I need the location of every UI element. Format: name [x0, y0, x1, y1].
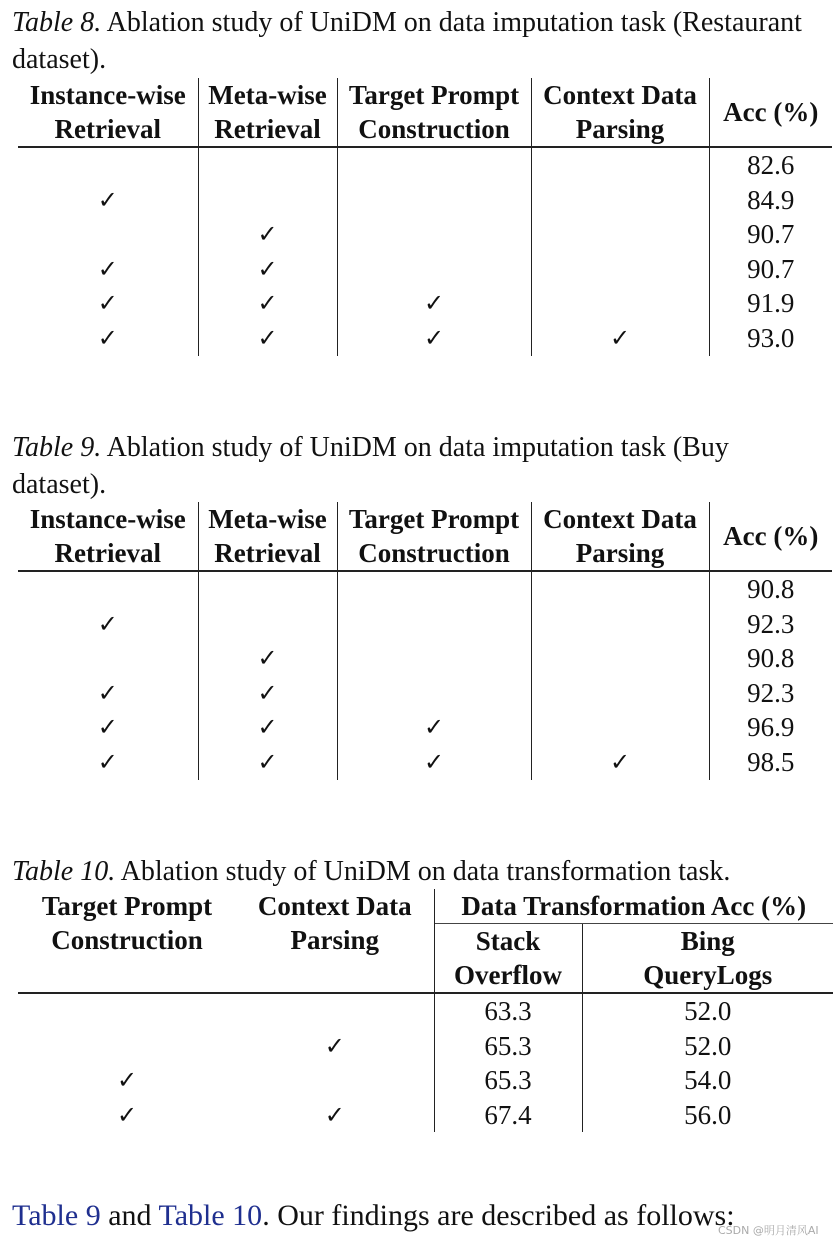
table-10-header-bing-querylogs: Bing QueryLogs	[582, 924, 833, 994]
table-8-header-meta-wise: Meta-wise Retrieval	[198, 78, 337, 147]
table-row: ✓ ✓ ✓ 91.9	[18, 286, 832, 321]
table-9-header-instance-wise: Instance-wise Retrieval	[18, 502, 198, 571]
body-text-and: and	[100, 1199, 159, 1232]
table-row: 63.3 52.0	[18, 993, 833, 1029]
table-10-header-stack-overflow: Stack Overflow	[434, 924, 582, 994]
table-10	[18, 889, 833, 1132]
body-text-rest: . Our findings are described as follows:	[262, 1199, 735, 1232]
table-9	[18, 502, 832, 780]
table-8-header-context-data: Context Data Parsing	[531, 78, 709, 147]
table-10-header-target-prompt: Target Prompt Construction	[18, 889, 236, 993]
body-text	[12, 1196, 735, 1236]
table-9-caption	[12, 429, 824, 503]
table-9-header-meta-wise: Meta-wise Retrieval	[198, 502, 337, 571]
table-row: 82.6	[18, 147, 832, 183]
table-row: ✓ ✓ 67.4 56.0	[18, 1098, 833, 1133]
table-row: ✓ ✓ 92.3	[18, 676, 832, 711]
table-row: ✓ 90.8	[18, 641, 832, 676]
table-9-caption-text: Ablation study of UniDM on data imputation task (Buy dataset).	[12, 432, 729, 500]
table-8-header-target-prompt: Target Prompt Construction	[337, 78, 531, 147]
table-9-header-context-data: Context Data Parsing	[531, 502, 709, 571]
table-9-link[interactable]: Table 9	[12, 1199, 101, 1232]
table-10-caption	[12, 853, 824, 890]
table-8-header-instance-wise: Instance-wise Retrieval	[18, 78, 198, 147]
table-10-caption-text: Ablation study of UniDM on data transformation task.	[115, 856, 731, 887]
table-9-label: Table 9.	[12, 432, 102, 463]
table-8-label: Table 8.	[12, 7, 102, 38]
table-10-header-group: Data Transformation Acc (%)	[434, 889, 833, 924]
table-row: ✓ ✓ 90.7	[18, 252, 832, 287]
table-10-label: Table 10.	[12, 856, 116, 887]
watermark: CSDN @明月清风AI	[718, 1224, 819, 1237]
table-row: ✓ 65.3 52.0	[18, 1029, 833, 1064]
table-10-link[interactable]: Table 10	[158, 1199, 263, 1232]
table-8-caption-text: Ablation study of UniDM on data imputation task (Restaurant dataset).	[12, 7, 802, 75]
table-9-header-acc: Acc (%)	[709, 502, 832, 571]
table-row: ✓ ✓ ✓ ✓ 98.5	[18, 745, 832, 780]
table-row: ✓ 90.7	[18, 217, 832, 252]
table-row: ✓ ✓ ✓ 96.9	[18, 710, 832, 745]
table-row: ✓ 84.9	[18, 183, 832, 218]
table-9-header-target-prompt: Target Prompt Construction	[337, 502, 531, 571]
table-row: ✓ 92.3	[18, 607, 832, 642]
table-8-caption	[12, 4, 824, 78]
table-10-header-context-data: Context Data Parsing	[236, 889, 434, 993]
table-row: 90.8	[18, 571, 832, 607]
table-8-header-acc: Acc (%)	[709, 78, 832, 147]
table-8	[18, 78, 832, 356]
table-row: ✓ ✓ ✓ ✓ 93.0	[18, 321, 832, 356]
table-row: ✓ 65.3 54.0	[18, 1063, 833, 1098]
